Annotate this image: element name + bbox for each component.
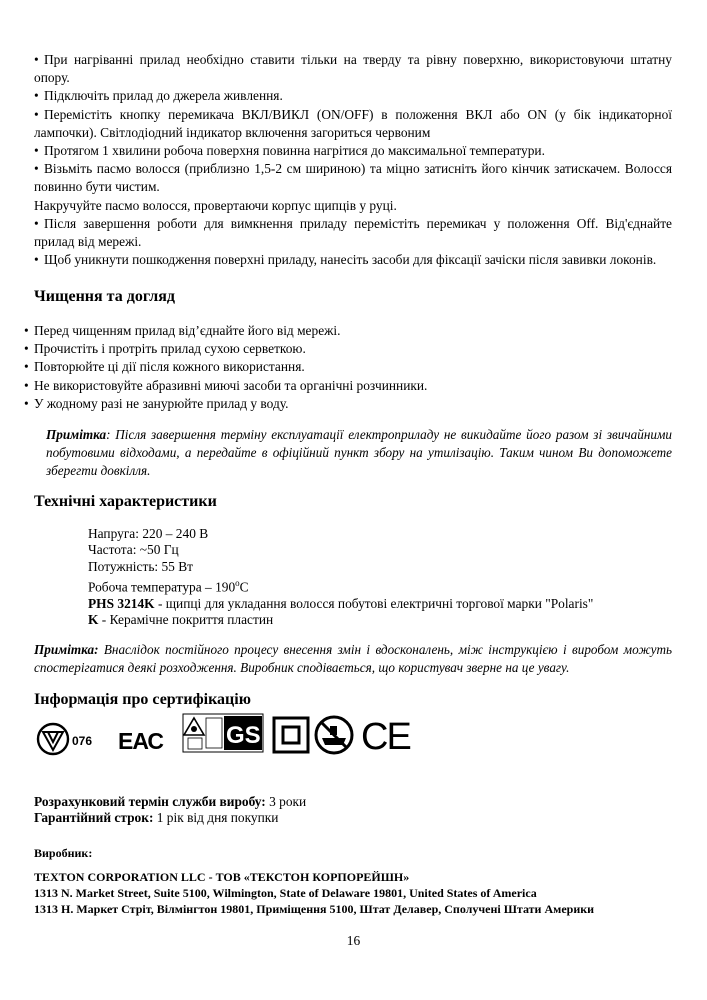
cleaning-list [24, 322, 664, 413]
specs-list [88, 526, 678, 628]
note-text: : Після завершення терміну експлуатації електроприладу не викидайте його разом зі звичайними побутовими відходами, а передайте в офіційний пункт збору на утилізацію. Таким чином Ви допоможете зберегти довкілля. [46, 427, 672, 478]
intro-instructions [34, 51, 672, 269]
spec-temperature: Робоча температура – $190^оС$ [88, 577, 249, 595]
service-life: Розрахунковий термін служби виробу: 3 роки [34, 794, 307, 809]
maker-label: Виробник: [34, 846, 93, 860]
maker-info [34, 869, 684, 917]
page-number: 16 [346, 933, 361, 948]
cert-mark-no-bath [312, 714, 356, 756]
spec-model: PHS 3214K - щипці для укладання волосся побутові електричні торгової марки "Polaris" [88, 595, 594, 611]
maker-address-en: 1313 N. Market Street, Suite 5100, Wilmington, State of Delaware 19801, United States of America [34, 886, 537, 900]
cert-mark-076 [34, 720, 106, 762]
maker-address-ua: 1313 Н. Маркет Стріт, Вілмінгтон 19801, Приміщення 5100, Штат Делавер, Сполучені Штати Америки [34, 902, 595, 916]
cert-mark-double-insulation [272, 716, 310, 758]
cert-mark-tuv-gs [182, 713, 264, 755]
intro-item: • Щоб уникнути пошкодження поверхні приладу, нанесіть засоби для фіксації зачіски після завивки локонів. [34, 252, 657, 268]
cert-mark-eac [118, 722, 163, 764]
specs-heading: Технічні характеристики [34, 493, 217, 510]
list-item: • Не використовуйте абразивні миючі засоби та органічні розчинники. [24, 377, 428, 393]
intro-item: • Протягом 1 хвилини робоча поверхня повинна нагрітися до максимальної температури. [34, 143, 545, 159]
intro-item: • Перемістіть кнопку перемикача ВКЛ/ВИКЛ (ON/OFF) в положення ВКЛ або ON (у бік індикаторної лампочки). Світлодіодний індикатор включення загориться червоним [34, 106, 672, 140]
spec-voltage: Напруга: 220 – 240 В [88, 526, 209, 541]
list-item: • Перед чищенням прилад від’єднайте його від мережі. [24, 323, 341, 338]
intro-item: • Підключіть прилад до джерела живлення. [34, 88, 283, 104]
note-label: Примітка [46, 427, 107, 442]
changes-note [34, 641, 672, 677]
disposal-note [46, 426, 672, 480]
svg-text:076: 076 [72, 734, 93, 748]
svg-text:CE: CE [361, 716, 410, 758]
intro-item: • Візьміть пасмо волосся (приблизно 1,5-2 см шириною) та міцно затисніть його кінчик затискачем. Волосся повинно бути чистим. [34, 161, 672, 195]
warranty: Гарантійний строк: 1 рік від дня покупки [34, 810, 279, 826]
spec-frequency: Частота: ~50 Гц [88, 542, 179, 558]
intro-item: Накручуйте пасмо волосся, провертаючи корпус щипців у руці. [34, 197, 397, 213]
spec-coating: K - Керамічне покриття пластин [88, 611, 274, 627]
maker-name: TEXTON CORPORATION LLC - ТОВ «ТЕКСТОН КОРПОРЕЙШН» [34, 870, 410, 884]
note-label: Примітка: [34, 642, 99, 657]
svg-text:ЕАС: ЕАС [118, 728, 163, 754]
cert-mark-ce [360, 716, 412, 758]
list-item: • Повторюйте ці дії після кожного використання. [24, 359, 305, 375]
list-item: • У жодному разі не занурюйте прилад у воду. [24, 395, 289, 411]
note-text: Внаслідок постійного процесу внесення змін і вдосконалень, між інструкцією і виробом можуть спостерігатися деякі розходження. Виробник сподівається, що користувач зверне на це увагу. [34, 642, 672, 675]
list-item: • Прочистіть і протріть прилад сухою серветкою. [24, 341, 306, 357]
spec-power: Потужність: 55 Вт [88, 558, 194, 574]
cert-heading: Інформація про сертифікацію [34, 691, 251, 708]
intro-item: • Після завершення роботи для вимкнення приладу перемістіть перемикач у положення Off. Від'єднайте прилад від мережі. [34, 215, 672, 250]
cleaning-heading: Чищення та догляд [34, 288, 175, 305]
intro-item: • При нагріванні прилад необхідно ставити тільки на тверду та рівну поверхню, використовуючи штатну опору. [34, 52, 672, 86]
service-info [34, 794, 674, 826]
svg-text:GS: GS [226, 722, 261, 749]
